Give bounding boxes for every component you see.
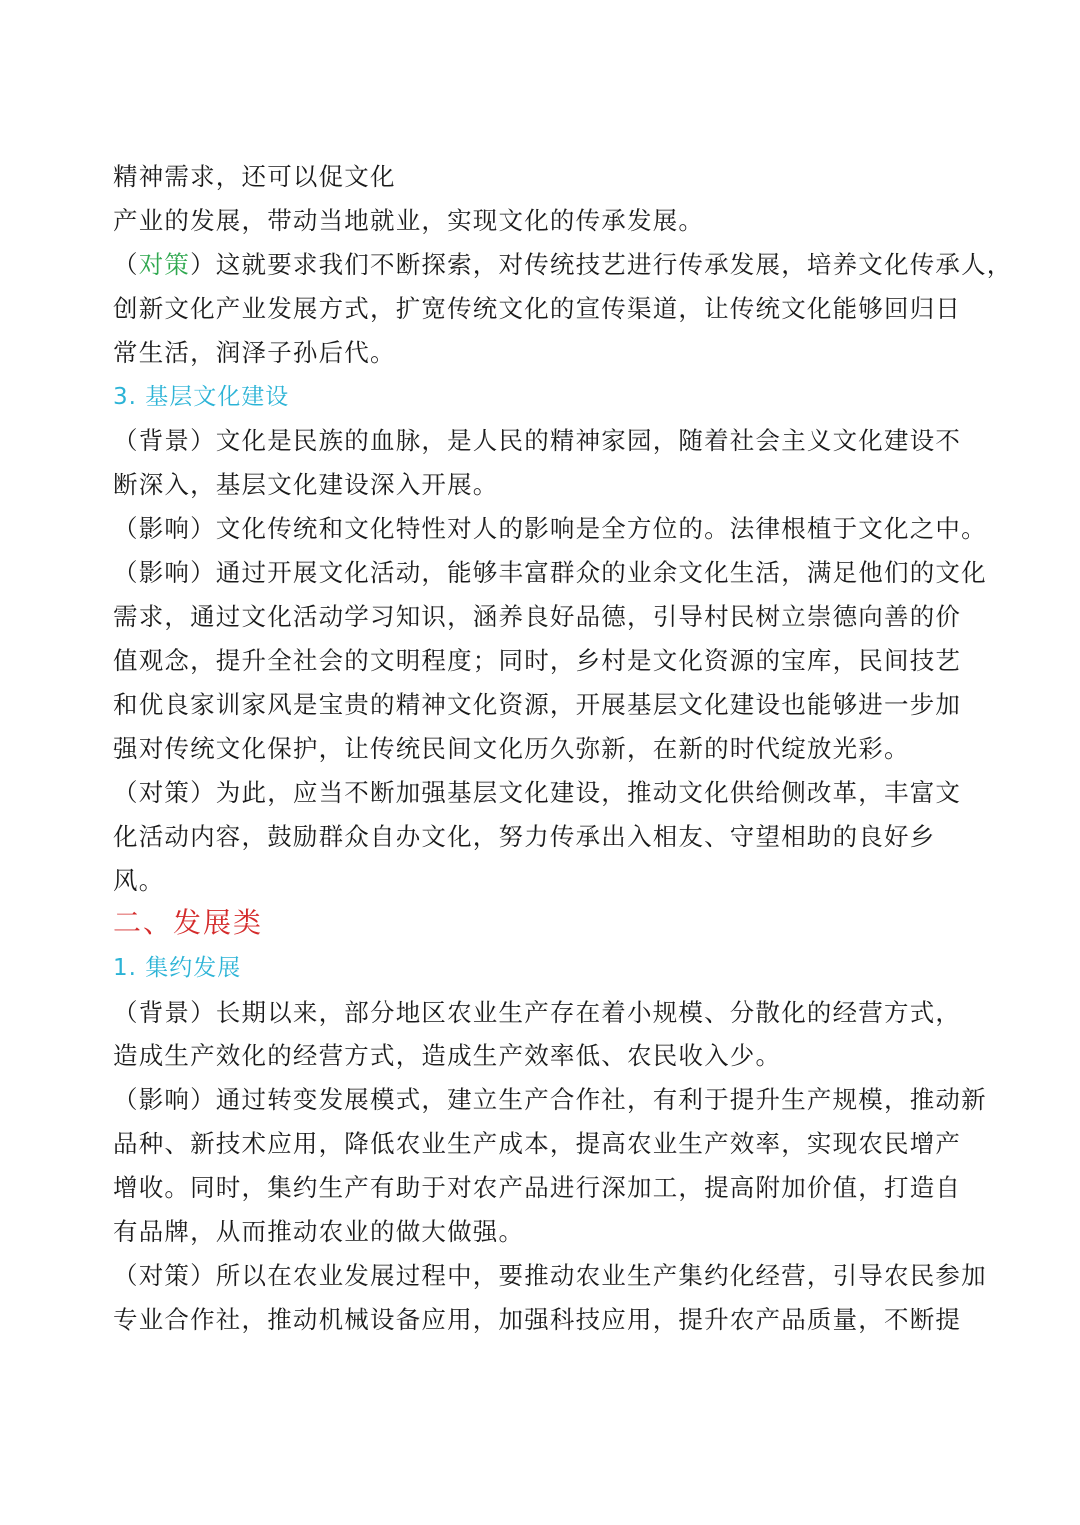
paragraph-line: [113, 338, 396, 368]
text-segment: 需求，通过文化活动学习知识，涵养良好品德，引导村民树立崇德向善的价: [113, 602, 962, 631]
paragraph-line: [113, 866, 164, 896]
paragraph-line: [113, 470, 499, 500]
subsection-heading: [113, 382, 289, 412]
paragraph-line: [113, 778, 961, 808]
paragraph-line: [113, 646, 961, 676]
text-segment: （影响）文化传统和文化特性对人的影响是全方位的。法律根植于文化之中。: [113, 514, 987, 543]
paragraph-line: [113, 426, 961, 456]
paragraph-line: [113, 1173, 961, 1203]
text-segment: 创新文化产业发展方式，扩宽传统文化的宣传渠道，让传统文化能够回归日: [113, 294, 962, 323]
text-segment: 和优良家训家风是宝贵的精神文化资源，开展基层文化建设也能够进一步加: [113, 690, 962, 719]
paragraph-line: [113, 1261, 987, 1291]
paragraph-line: [113, 162, 396, 192]
highlighted-text: 3. 基层文化建设: [113, 384, 290, 410]
text-segment: 造成生产效化的经营方式，造成生产效率低、农民收入少。: [113, 1041, 782, 1070]
text-segment: 增收。同时，集约生产有助于对农产品进行深加工，提高附加价值，打造自: [113, 1173, 962, 1202]
paragraph-line: [113, 1041, 781, 1071]
text-segment: 常生活，润泽子孙后代。: [113, 338, 396, 367]
text-segment: ）这就要求我们不断探索，对传统技艺进行传承发展，培养文化传承人，: [190, 250, 1013, 279]
paragraph-line: [113, 1085, 987, 1115]
paragraph-line: [113, 822, 935, 852]
paragraph-line: [113, 1129, 961, 1159]
paragraph-line: [113, 998, 961, 1028]
text-segment: （对策）所以在农业发展过程中，要推动农业生产集约化经营，引导农民参加: [113, 1261, 987, 1290]
highlighted-text: 1. 集约发展: [113, 955, 242, 981]
text-segment: 风。: [113, 866, 165, 895]
highlighted-text: 对策: [138, 250, 191, 279]
paragraph-line: [113, 734, 910, 764]
text-segment: 断深入，基层文化建设深入开展。: [113, 470, 499, 499]
text-segment: （影响）通过转变发展模式，建立生产合作社，有利于提升生产规模，推动新: [113, 1085, 987, 1114]
text-segment: 产业的发展，带动当地就业，实现文化的传承发展。: [113, 206, 705, 235]
subsection-heading: [113, 953, 241, 983]
text-segment: （背景）长期以来，部分地区农业生产存在着小规模、分散化的经营方式，: [113, 998, 962, 1027]
highlighted-text: 二、发展类: [113, 906, 264, 939]
text-segment: （背景）文化是民族的血脉，是人民的精神家园，随着社会主义文化建设不: [113, 426, 962, 455]
text-segment: （影响）通过开展文化活动，能够丰富群众的业余文化生活，满足他们的文化: [113, 558, 987, 587]
paragraph-line: [113, 558, 987, 588]
text-segment: 精神需求，还可以促文化: [113, 162, 396, 191]
paragraph-line: [113, 294, 961, 324]
section-heading: [113, 908, 263, 938]
text-segment: 强对传统文化保护，让传统民间文化历久弥新，在新的时代绽放光彩。: [113, 734, 910, 763]
paragraph-line: [113, 1217, 524, 1247]
text-segment: 有品牌，从而推动农业的做大做强。: [113, 1217, 525, 1246]
paragraph-line: [113, 250, 1013, 280]
paragraph-line: [113, 690, 961, 720]
text-segment: 品种、新技术应用，降低农业生产成本，提高农业生产效率，实现农民增产: [113, 1129, 962, 1158]
paragraph-line: [113, 602, 961, 632]
text-segment: 化活动内容，鼓励群众自办文化，努力传承出入相友、守望相助的良好乡: [113, 822, 936, 851]
paragraph-line: [113, 514, 987, 544]
text-segment: （: [113, 250, 139, 279]
text-segment: （对策）为此，应当不断加强基层文化建设，推动文化供给侧改革，丰富文: [113, 778, 962, 807]
text-segment: 专业合作社，推动机械设备应用，加强科技应用，提升农产品质量，不断提: [113, 1305, 962, 1334]
paragraph-line: [113, 1305, 961, 1335]
paragraph-line: [113, 206, 704, 236]
text-segment: 值观念，提升全社会的文明程度；同时，乡村是文化资源的宝库，民间技艺: [113, 646, 962, 675]
